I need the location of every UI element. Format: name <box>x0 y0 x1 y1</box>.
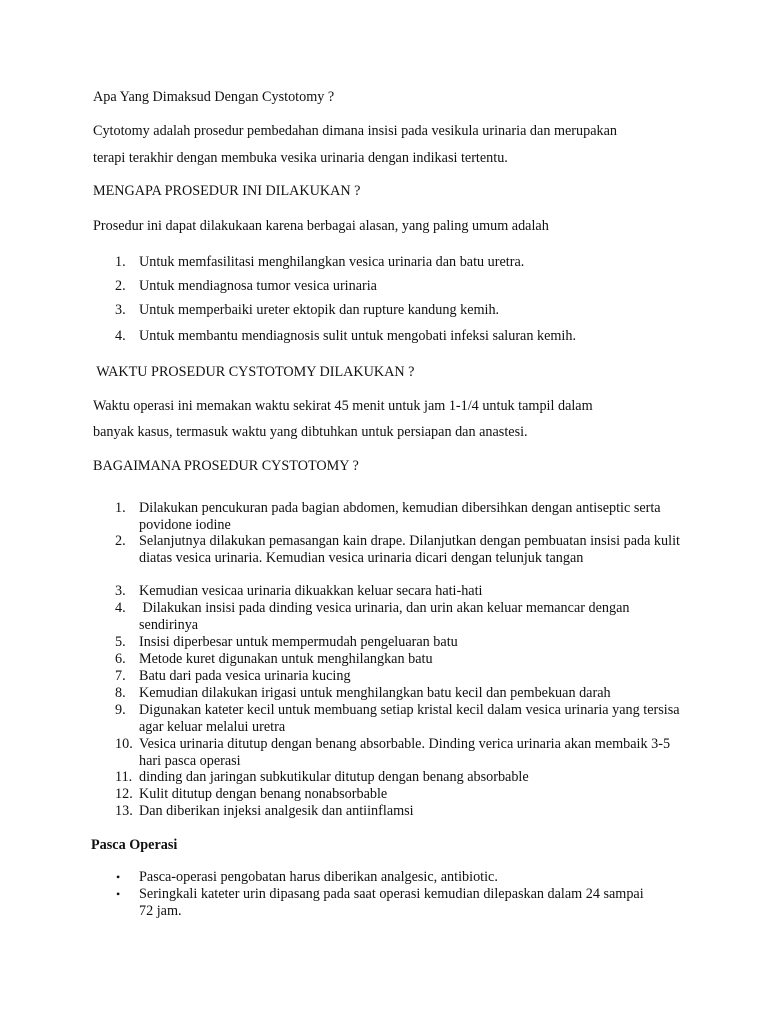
list-item-number: 12. <box>115 786 133 802</box>
section-why-title: MENGAPA PROSEDUR INI DILAKUKAN ? <box>93 183 361 199</box>
list-item-number: 6. <box>115 651 126 667</box>
time-line-2: banyak kasus, termasuk waktu yang dibtuhkan untuk persiapan dan anastesi. <box>93 424 528 440</box>
list-item-text: Metode kuret digunakan untuk menghilangkan batu <box>139 651 433 667</box>
list-item-text: Selanjutnya dilakukan pemasangan kain drape. Dilanjutkan dengan pembuatan insisi pada kulit diatas vesica urinaria. Kemudian vesica urinaria dicari dengan telunjuk tangan <box>139 533 680 566</box>
list-item-number: 9. <box>115 702 126 718</box>
list-item-text: Untuk mendiagnosa tumor vesica urinaria <box>139 278 377 294</box>
list-item-text: Insisi diperbesar untuk mempermudah pengeluaran batu <box>139 634 458 650</box>
list-item-text: Dilakukan pencukuran pada bagian abdomen, kemudian dibersihkan dengan antiseptic serta povidone iodine <box>139 500 661 533</box>
list-item-text: Dan diberikan injeksi analgesik dan antiinflamsi <box>139 803 414 819</box>
list-item-number: 13. <box>115 803 133 819</box>
section-time-title: WAKTU PROSEDUR CYSTOTOMY DILAKUKAN ? <box>93 364 415 380</box>
list-item-text: Untuk membantu mendiagnosis sulit untuk mengobati infeksi saluran kemih. <box>139 328 576 344</box>
list-item-text: Dilakukan insisi pada dinding vesica urinaria, dan urin akan keluar memancar dengan sendirinya <box>139 600 634 633</box>
list-item-text: Digunakan kateter kecil untuk membuang setiap kristal kecil dalam vesica urinaria yang tersisa agar keluar melalui uretra <box>139 702 680 735</box>
list-item-number: 3. <box>115 302 126 318</box>
section-post-title: Pasca Operasi <box>91 837 178 853</box>
list-item-text: Vesica urinaria ditutup dengan benang absorbable. Dinding verica urinaria akan membaik 3-5 hari pasca operasi <box>139 736 671 769</box>
bullet-icon: • <box>116 887 121 901</box>
list-item-text: Untuk memperbaiki ureter ektopik dan rupture kandung kemih. <box>139 302 500 318</box>
list-item-number: 11. <box>115 769 133 785</box>
bullet-icon: • <box>116 870 121 884</box>
list-item-text: Kemudian dilakukan irigasi untuk menghilangkan batu kecil dan pembekuan darah <box>139 685 611 701</box>
section-how-title: BAGAIMANA PROSEDUR CYSTOTOMY ? <box>93 458 359 474</box>
time-line-1: Waktu operasi ini memakan waktu sekirat 45 menit untuk jam 1-1/4 untuk tampil dalam <box>93 398 593 414</box>
list-item-number: 8. <box>115 685 126 701</box>
list-item-text: dinding dan jaringan subkutikular ditutup dengan benang absorbable <box>139 769 529 785</box>
list-item-number: 1. <box>115 500 126 516</box>
list-item-text: Kulit ditutup dengan benang nonabsorbable <box>139 786 388 802</box>
section-why-intro: Prosedur ini dapat dilakukaan karena berbagai alasan, yang paling umum adalah <box>93 218 549 234</box>
list-item-number: 5. <box>115 634 126 650</box>
list-item-text: Pasca-operasi pengobatan harus diberikan analgesic, antibiotic. <box>139 869 498 885</box>
list-item-number: 7. <box>115 668 126 684</box>
list-item-number: 4. <box>115 600 126 616</box>
list-item-text: Batu dari pada vesica urinaria kucing <box>139 668 351 684</box>
list-item-number: 10. <box>115 736 133 752</box>
heading-question: Apa Yang Dimaksud Dengan Cystotomy ? <box>93 89 335 105</box>
list-item-number: 4. <box>115 328 126 344</box>
definition-line-1: Cytotomy adalah prosedur pembedahan dimana insisi pada vesikula urinaria dan merupakan <box>93 123 617 139</box>
list-item-number: 3. <box>115 583 126 599</box>
list-item-number: 1. <box>115 254 126 270</box>
list-item-number: 2. <box>115 533 126 549</box>
definition-line-2: terapi terakhir dengan membuka vesika urinaria dengan indikasi tertentu. <box>93 150 508 166</box>
list-item-text: Untuk memfasilitasi menghilangkan vesica urinaria dan batu uretra. <box>139 254 525 270</box>
list-item-number: 2. <box>115 278 126 294</box>
list-item-text: Kemudian vesicaa urinaria dikuakkan keluar secara hati-hati <box>139 583 483 599</box>
list-item-text: Seringkali kateter urin dipasang pada saat operasi kemudian dilepaskan dalam 24 sampai 72 jam. <box>139 886 644 919</box>
